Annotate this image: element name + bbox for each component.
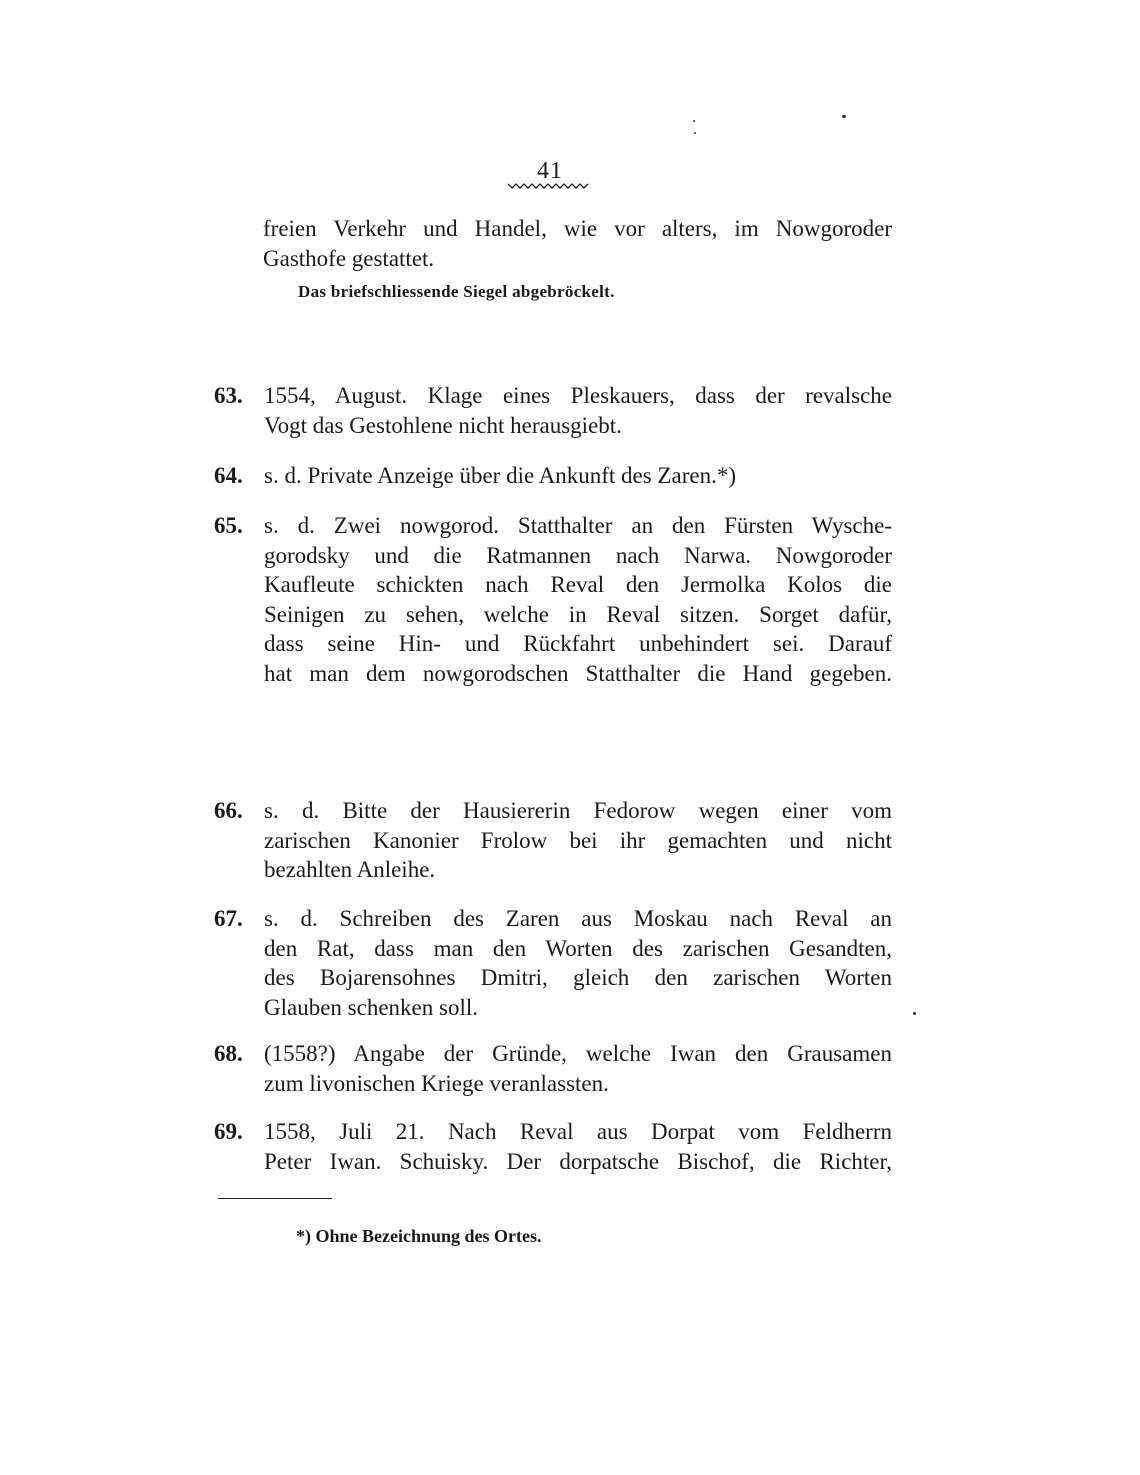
entry-line: s. d. Schreiben des Zaren aus Moskau nach Reval an	[264, 906, 892, 931]
footnote: *) Ohne Bezeichnung des Ortes.	[296, 1226, 542, 1246]
entry-67	[214, 904, 892, 1022]
continuation-line: freien Verkehr und Handel, wie vor alters, im Nowgoroder	[263, 216, 892, 241]
entry-line: s. d. Private Anzeige über die Ankunft des Zaren.*)	[264, 463, 737, 488]
scan-speck	[913, 1012, 916, 1015]
entry-64	[214, 461, 892, 491]
entry-number: 63.	[214, 383, 243, 408]
entry-line: zum livonischen Kriege veranlassten.	[264, 1070, 609, 1096]
scan-speck	[842, 115, 846, 118]
entry-line: Vogt das Gestohlene nicht herausgiebt.	[264, 412, 622, 438]
page-number: 41	[537, 158, 563, 184]
entry-line: bezahlten Anleihe.	[264, 857, 436, 882]
continuation-line: Gasthofe gestattet.	[263, 245, 435, 271]
entry-number: 68.	[214, 1041, 243, 1066]
seal-note: Das briefschliessende Siegel abgebröckelt.	[298, 282, 615, 301]
entry-number: 67.	[214, 906, 243, 931]
continuation-text	[263, 214, 892, 273]
entry-line: 1554, August. Klage eines Pleskauers, dass der revalsche	[264, 383, 892, 408]
entry-line: 1558, Juli 21. Nach Reval aus Dorpat vom Feldherrn	[264, 1119, 892, 1144]
scan-speck	[693, 120, 695, 122]
entry-line: zarischen Kanonier Frolow bei ihr gemachten und nicht	[264, 827, 892, 853]
entry-line: Glauben schenken soll.	[264, 994, 478, 1020]
entry-65	[214, 511, 892, 688]
entry-line: s. d. Zwei nowgorod. Statthalter an den Fürsten Wysche-	[264, 513, 892, 538]
page-number-ornament	[508, 180, 592, 190]
entry-line: des Bojarensohnes Dmitri, gleich den zarischen Worten	[264, 965, 892, 990]
entry-line: gorodsky und die Ratmannen nach Narwa. Nowgoroder	[264, 542, 892, 568]
footnote-rule	[218, 1198, 332, 1199]
entry-number: 65.	[214, 513, 243, 538]
scan-speck	[694, 132, 696, 134]
entry-number: 66.	[214, 798, 243, 823]
entry-line: dass seine Hin- und Rückfahrt unbehindert sei. Darauf	[264, 631, 892, 656]
entry-68	[214, 1039, 892, 1098]
entry-line: hat man dem nowgorodschen Statthalter die Hand gegeben.	[264, 660, 892, 686]
entry-66	[214, 796, 892, 885]
entry-line: Kaufleute schickten nach Reval den Jermolka Kolos die	[264, 572, 892, 597]
entry-69	[214, 1117, 892, 1176]
entry-number: 64.	[214, 463, 243, 488]
entry-line: s. d. Bitte der Hausiererin Fedorow wegen einer vom	[264, 798, 892, 823]
entry-line: (1558?) Angabe der Gründe, welche Iwan den Grausamen	[264, 1041, 892, 1066]
entry-number: 69.	[214, 1119, 243, 1144]
entry-line: Peter Iwan. Schuisky. Der dorpatsche Bischof, die Richter,	[264, 1148, 892, 1174]
entry-line: den Rat, dass man den Worten des zarischen Gesandten,	[264, 935, 892, 961]
entry-63	[214, 381, 892, 440]
entry-line: Seinigen zu sehen, welche in Reval sitzen. Sorget dafür,	[264, 601, 892, 627]
